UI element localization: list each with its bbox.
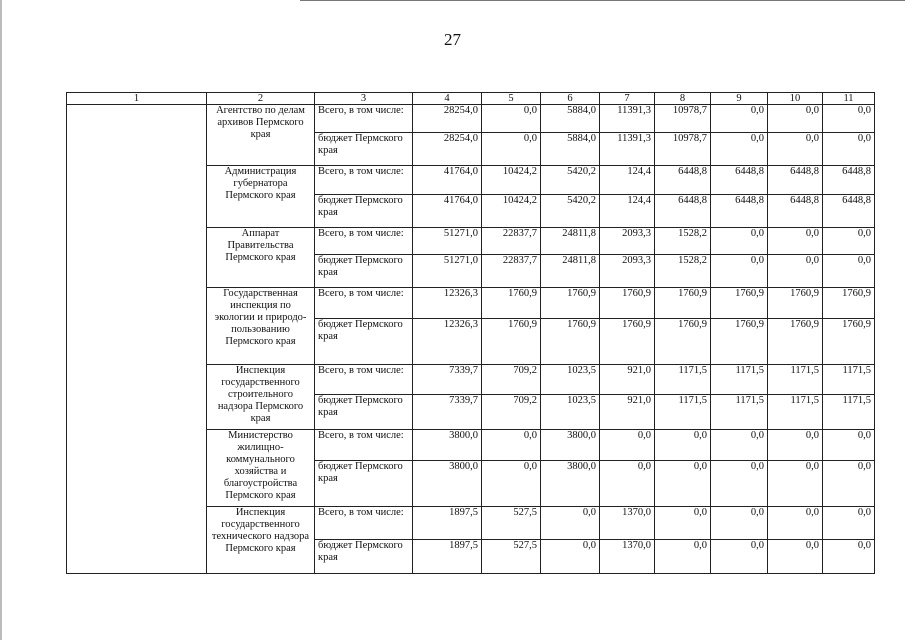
amount-cell: 1760,9 — [711, 288, 768, 319]
amount-cell: 0,0 — [711, 228, 768, 255]
amount-cell: 1760,9 — [655, 288, 711, 319]
organization-name: Администрация губернатора Пермского края — [207, 166, 315, 228]
amount-cell: 5884,0 — [541, 133, 600, 166]
funding-source-total: Всего, в том числе: — [315, 228, 413, 255]
amount-cell: 0,0 — [711, 507, 768, 540]
amount-cell: 0,0 — [655, 507, 711, 540]
amount-cell: 1760,9 — [823, 288, 875, 319]
organization-name: Государственная инспекция по экологии и природо-пользованию Пермского края — [207, 288, 315, 365]
amount-cell: 527,5 — [482, 540, 541, 574]
amount-cell: 709,2 — [482, 395, 541, 430]
funding-source-budget: бюджет Пермского края — [315, 540, 413, 574]
amount-cell: 0,0 — [482, 430, 541, 461]
amount-cell: 22837,7 — [482, 228, 541, 255]
amount-cell: 1897,5 — [413, 540, 482, 574]
amount-cell: 11391,3 — [600, 133, 655, 166]
amount-cell: 921,0 — [600, 395, 655, 430]
amount-cell: 0,0 — [655, 540, 711, 574]
amount-cell: 1171,5 — [711, 395, 768, 430]
amount-cell: 22837,7 — [482, 255, 541, 288]
table-body — [67, 93, 875, 574]
amount-cell: 7339,7 — [413, 365, 482, 395]
amount-cell: 1528,2 — [655, 228, 711, 255]
funding-source-budget: бюджет Пермского края — [315, 461, 413, 507]
amount-cell: 1760,9 — [600, 319, 655, 365]
amount-cell: 0,0 — [768, 133, 823, 166]
amount-cell: 709,2 — [482, 365, 541, 395]
amount-cell: 28254,0 — [413, 105, 482, 133]
amount-cell: 6448,8 — [655, 195, 711, 228]
amount-cell: 0,0 — [768, 461, 823, 507]
amount-cell: 1171,5 — [823, 365, 875, 395]
header-cell: 11 — [823, 93, 875, 105]
amount-cell: 10424,2 — [482, 166, 541, 195]
amount-cell: 1760,9 — [600, 288, 655, 319]
page-number: 27 — [444, 30, 461, 49]
amount-cell: 1528,2 — [655, 255, 711, 288]
amount-cell: 0,0 — [768, 105, 823, 133]
amount-cell: 0,0 — [768, 430, 823, 461]
amount-cell: 6448,8 — [711, 195, 768, 228]
amount-cell: 1171,5 — [823, 395, 875, 430]
amount-cell: 1370,0 — [600, 507, 655, 540]
amount-cell: 0,0 — [655, 461, 711, 507]
organization-name: Инспекция государственного технического надзора Пермского края — [207, 507, 315, 574]
funding-source-total: Всего, в том числе: — [315, 365, 413, 395]
funding-source-budget: бюджет Пермского края — [315, 395, 413, 430]
amount-cell: 0,0 — [541, 540, 600, 574]
amount-cell: 0,0 — [711, 255, 768, 288]
funding-source-budget: бюджет Пермского края — [315, 319, 413, 365]
header-cell: 8 — [655, 93, 711, 105]
amount-cell: 6448,8 — [768, 166, 823, 195]
amount-cell: 2093,3 — [600, 228, 655, 255]
amount-cell: 1897,5 — [413, 507, 482, 540]
amount-cell: 0,0 — [768, 228, 823, 255]
organization-name: Министерство жилищно-коммунального хозяйства и благоустройства Пермского края — [207, 430, 315, 507]
amount-cell: 1760,9 — [541, 319, 600, 365]
amount-cell: 0,0 — [823, 228, 875, 255]
organization-name: Агентство по делам архивов Пермского края — [207, 105, 315, 166]
header-cell: 1 — [67, 93, 207, 105]
amount-cell: 0,0 — [823, 540, 875, 574]
amount-cell: 6448,8 — [823, 166, 875, 195]
amount-cell: 1171,5 — [655, 365, 711, 395]
funding-source-total: Всего, в том числе: — [315, 507, 413, 540]
amount-cell: 0,0 — [768, 507, 823, 540]
amount-cell: 51271,0 — [413, 228, 482, 255]
amount-cell: 1760,9 — [541, 288, 600, 319]
table-row-total — [67, 105, 875, 133]
header-cell: 4 — [413, 93, 482, 105]
header-row — [67, 93, 875, 105]
amount-cell: 10424,2 — [482, 195, 541, 228]
amount-cell: 41764,0 — [413, 195, 482, 228]
amount-cell: 2093,3 — [600, 255, 655, 288]
funding-source-total: Всего, в том числе: — [315, 288, 413, 319]
amount-cell: 0,0 — [823, 430, 875, 461]
amount-cell: 0,0 — [600, 461, 655, 507]
funding-source-budget: бюджет Пермского края — [315, 255, 413, 288]
amount-cell: 1171,5 — [768, 365, 823, 395]
amount-cell: 0,0 — [823, 461, 875, 507]
amount-cell: 0,0 — [768, 540, 823, 574]
amount-cell: 6448,8 — [655, 166, 711, 195]
amount-cell: 1171,5 — [711, 365, 768, 395]
amount-cell: 24811,8 — [541, 255, 600, 288]
amount-cell: 1760,9 — [655, 319, 711, 365]
amount-cell: 3800,0 — [541, 461, 600, 507]
amount-cell: 527,5 — [482, 507, 541, 540]
amount-cell: 0,0 — [823, 255, 875, 288]
header-cell: 6 — [541, 93, 600, 105]
amount-cell: 0,0 — [823, 133, 875, 166]
amount-cell: 0,0 — [711, 540, 768, 574]
header-cell: 2 — [207, 93, 315, 105]
amount-cell: 1171,5 — [655, 395, 711, 430]
amount-cell: 1760,9 — [711, 319, 768, 365]
amount-cell: 1760,9 — [482, 288, 541, 319]
amount-cell: 0,0 — [655, 430, 711, 461]
amount-cell: 10978,7 — [655, 105, 711, 133]
amount-cell: 0,0 — [823, 507, 875, 540]
organization-name: Инспекция государственного строительного надзора Пермского края — [207, 365, 315, 430]
header-cell: 5 — [482, 93, 541, 105]
amount-cell: 12326,3 — [413, 319, 482, 365]
amount-cell: 24811,8 — [541, 228, 600, 255]
amount-cell: 1760,9 — [482, 319, 541, 365]
amount-cell: 0,0 — [482, 461, 541, 507]
amount-cell: 28254,0 — [413, 133, 482, 166]
amount-cell: 0,0 — [768, 255, 823, 288]
amount-cell: 1171,5 — [768, 395, 823, 430]
amount-cell: 0,0 — [823, 105, 875, 133]
amount-cell: 1760,9 — [768, 319, 823, 365]
amount-cell: 124,4 — [600, 195, 655, 228]
amount-cell: 1370,0 — [600, 540, 655, 574]
amount-cell: 6448,8 — [823, 195, 875, 228]
funding-source-total: Всего, в том числе: — [315, 105, 413, 133]
amount-cell: 3800,0 — [413, 430, 482, 461]
amount-cell: 51271,0 — [413, 255, 482, 288]
amount-cell: 6448,8 — [768, 195, 823, 228]
amount-cell: 0,0 — [711, 105, 768, 133]
amount-cell: 0,0 — [541, 507, 600, 540]
amount-cell: 1760,9 — [768, 288, 823, 319]
amount-cell: 5884,0 — [541, 105, 600, 133]
budget-table — [66, 92, 875, 574]
amount-cell: 12326,3 — [413, 288, 482, 319]
amount-cell: 3800,0 — [413, 461, 482, 507]
blank-column-cell — [67, 105, 207, 574]
amount-cell: 0,0 — [482, 133, 541, 166]
header-cell: 3 — [315, 93, 413, 105]
amount-cell: 0,0 — [711, 430, 768, 461]
amount-cell: 5420,2 — [541, 195, 600, 228]
amount-cell: 124,4 — [600, 166, 655, 195]
funding-source-budget: бюджет Пермского края — [315, 195, 413, 228]
header-cell: 7 — [600, 93, 655, 105]
amount-cell: 11391,3 — [600, 105, 655, 133]
scan-left-edge — [0, 0, 2, 640]
amount-cell: 7339,7 — [413, 395, 482, 430]
header-cell: 10 — [768, 93, 823, 105]
amount-cell: 0,0 — [600, 430, 655, 461]
amount-cell: 1760,9 — [823, 319, 875, 365]
funding-source-total: Всего, в том числе: — [315, 430, 413, 461]
amount-cell: 41764,0 — [413, 166, 482, 195]
amount-cell: 0,0 — [482, 105, 541, 133]
page-top-rule — [300, 0, 905, 1]
amount-cell: 3800,0 — [541, 430, 600, 461]
amount-cell: 1023,5 — [541, 395, 600, 430]
organization-name: Аппарат Правительства Пермского края — [207, 228, 315, 288]
amount-cell: 5420,2 — [541, 166, 600, 195]
funding-source-budget: бюджет Пермского края — [315, 133, 413, 166]
amount-cell: 921,0 — [600, 365, 655, 395]
amount-cell: 0,0 — [711, 133, 768, 166]
funding-source-total: Всего, в том числе: — [315, 166, 413, 195]
amount-cell: 10978,7 — [655, 133, 711, 166]
header-cell: 9 — [711, 93, 768, 105]
amount-cell: 0,0 — [711, 461, 768, 507]
amount-cell: 1023,5 — [541, 365, 600, 395]
amount-cell: 6448,8 — [711, 166, 768, 195]
